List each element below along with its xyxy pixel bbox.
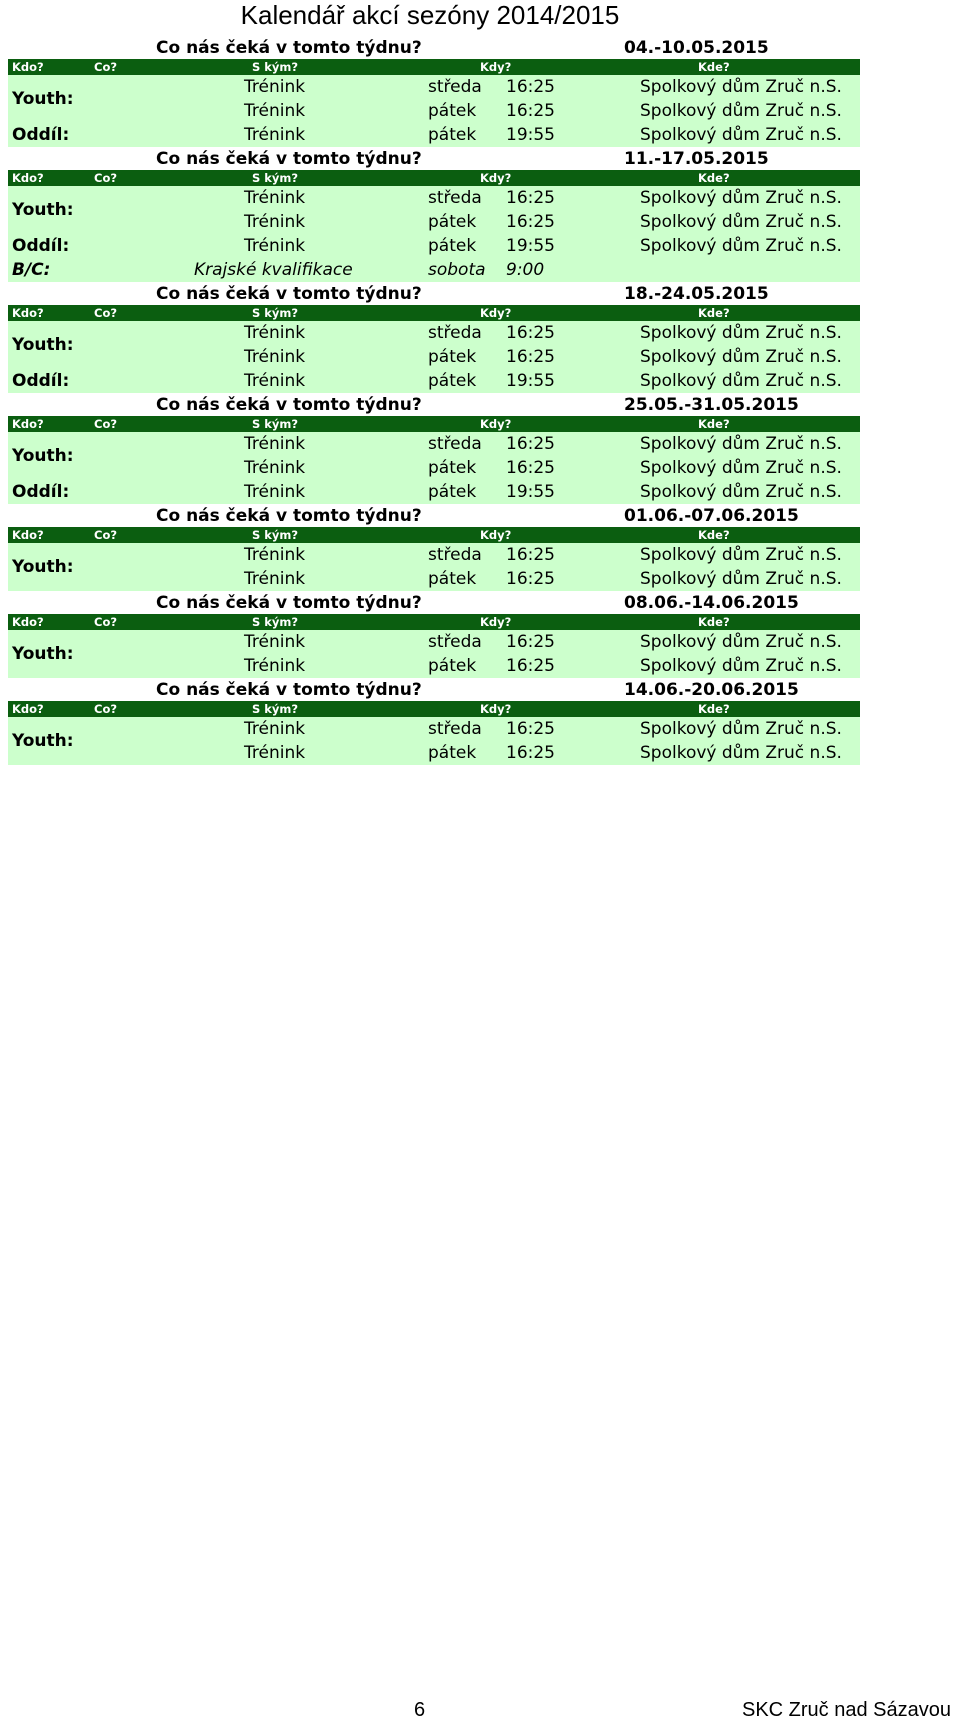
day-cell: středa bbox=[428, 77, 482, 97]
column-header-kdo: Kdo? bbox=[12, 702, 44, 716]
group-label: Youth: bbox=[12, 731, 74, 751]
page-number: 6 bbox=[414, 1699, 426, 1721]
time-cell: 19:55 bbox=[506, 125, 555, 145]
table-header bbox=[8, 305, 860, 321]
group-label: Oddíl: bbox=[12, 125, 70, 145]
day-cell: středa bbox=[428, 188, 482, 208]
group-label: Youth: bbox=[12, 89, 74, 109]
column-header-co: Co? bbox=[94, 615, 118, 629]
day-cell: pátek bbox=[428, 101, 477, 121]
group-rows bbox=[8, 123, 860, 147]
column-header-s-kym: S kým? bbox=[252, 306, 299, 320]
time-cell: 16:25 bbox=[506, 569, 555, 589]
weeks-calendar bbox=[8, 36, 860, 765]
week-heading bbox=[8, 591, 860, 614]
time-cell: 16:25 bbox=[506, 656, 555, 676]
location-cell: Spolkový dům Zruč n.S. bbox=[640, 347, 842, 367]
location-cell: Spolkový dům Zruč n.S. bbox=[640, 212, 842, 232]
day-cell: pátek bbox=[428, 458, 477, 478]
column-header-s-kym: S kým? bbox=[252, 60, 299, 74]
location-cell: Spolkový dům Zruč n.S. bbox=[640, 371, 842, 391]
column-header-s-kym: S kým? bbox=[252, 417, 299, 431]
activity-cell: Trénink bbox=[244, 482, 306, 502]
week-heading bbox=[8, 678, 860, 701]
location-cell: Spolkový dům Zruč n.S. bbox=[640, 545, 842, 565]
time-cell: 9:00 bbox=[506, 260, 545, 280]
time-cell: 16:25 bbox=[506, 323, 555, 343]
table-row bbox=[8, 543, 860, 567]
week-date-range: 18.-24.05.2015 bbox=[624, 284, 769, 304]
day-cell: pátek bbox=[428, 482, 477, 502]
week-block bbox=[8, 36, 860, 147]
week-date-range: 11.-17.05.2015 bbox=[624, 149, 769, 169]
table-header bbox=[8, 701, 860, 717]
column-header-kde: Kde? bbox=[698, 60, 730, 74]
day-cell: středa bbox=[428, 434, 482, 454]
time-cell: 16:25 bbox=[506, 188, 555, 208]
column-header-s-kym: S kým? bbox=[252, 528, 299, 542]
group-label: Youth: bbox=[12, 557, 74, 577]
column-header-s-kym: S kým? bbox=[252, 702, 299, 716]
column-header-kdy: Kdy? bbox=[480, 60, 512, 74]
group-rows bbox=[8, 543, 860, 591]
column-header-co: Co? bbox=[94, 528, 118, 542]
group-label: B/C: bbox=[12, 260, 51, 280]
column-header-kdo: Kdo? bbox=[12, 417, 44, 431]
table-row bbox=[8, 432, 860, 456]
column-header-kdy: Kdy? bbox=[480, 417, 512, 431]
day-cell: pátek bbox=[428, 743, 477, 763]
day-cell: sobota bbox=[428, 260, 486, 280]
group-rows bbox=[8, 717, 860, 765]
activity-cell: Trénink bbox=[244, 125, 306, 145]
time-cell: 16:25 bbox=[506, 719, 555, 739]
time-cell: 16:25 bbox=[506, 434, 555, 454]
week-date-range: 04.-10.05.2015 bbox=[624, 38, 769, 58]
day-cell: středa bbox=[428, 323, 482, 343]
day-cell: středa bbox=[428, 632, 482, 652]
activity-cell: Krajské kvalifikace bbox=[194, 260, 353, 280]
location-cell: Spolkový dům Zruč n.S. bbox=[640, 482, 842, 502]
activity-cell: Trénink bbox=[244, 632, 306, 652]
column-header-co: Co? bbox=[94, 417, 118, 431]
week-heading-label: Co nás čeká v tomto týdnu? bbox=[156, 593, 422, 613]
day-cell: středa bbox=[428, 545, 482, 565]
group-rows bbox=[8, 480, 860, 504]
time-cell: 16:25 bbox=[506, 347, 555, 367]
activity-cell: Trénink bbox=[244, 743, 306, 763]
time-cell: 19:55 bbox=[506, 236, 555, 256]
table-header bbox=[8, 59, 860, 75]
table-row bbox=[8, 186, 860, 210]
group-label: Youth: bbox=[12, 335, 74, 355]
group-label: Oddíl: bbox=[12, 371, 70, 391]
activity-cell: Trénink bbox=[244, 101, 306, 121]
day-cell: pátek bbox=[428, 656, 477, 676]
location-cell: Spolkový dům Zruč n.S. bbox=[640, 77, 842, 97]
day-cell: středa bbox=[428, 719, 482, 739]
group-rows bbox=[8, 432, 860, 480]
group-label: Oddíl: bbox=[12, 482, 70, 502]
group-rows bbox=[8, 234, 860, 258]
column-header-co: Co? bbox=[94, 60, 118, 74]
column-header-s-kym: S kým? bbox=[252, 171, 299, 185]
table-row bbox=[8, 567, 860, 591]
table-row bbox=[8, 717, 860, 741]
column-header-co: Co? bbox=[94, 171, 118, 185]
week-block bbox=[8, 591, 860, 678]
week-heading-label: Co nás čeká v tomto týdnu? bbox=[156, 38, 422, 58]
location-cell: Spolkový dům Zruč n.S. bbox=[640, 656, 842, 676]
table-header bbox=[8, 527, 860, 543]
table-row bbox=[8, 345, 860, 369]
column-header-kde: Kde? bbox=[698, 615, 730, 629]
week-block bbox=[8, 504, 860, 591]
group-rows bbox=[8, 75, 860, 123]
column-header-kdo: Kdo? bbox=[12, 60, 44, 74]
activity-cell: Trénink bbox=[244, 569, 306, 589]
column-header-kdo: Kdo? bbox=[12, 528, 44, 542]
time-cell: 16:25 bbox=[506, 632, 555, 652]
time-cell: 16:25 bbox=[506, 458, 555, 478]
activity-cell: Trénink bbox=[244, 458, 306, 478]
activity-cell: Trénink bbox=[244, 188, 306, 208]
location-cell: Spolkový dům Zruč n.S. bbox=[640, 458, 842, 478]
activity-cell: Trénink bbox=[244, 545, 306, 565]
location-cell: Spolkový dům Zruč n.S. bbox=[640, 632, 842, 652]
activity-cell: Trénink bbox=[244, 656, 306, 676]
day-cell: pátek bbox=[428, 125, 477, 145]
table-row bbox=[8, 123, 860, 147]
table-row bbox=[8, 456, 860, 480]
table-row bbox=[8, 258, 860, 282]
activity-cell: Trénink bbox=[244, 212, 306, 232]
time-cell: 16:25 bbox=[506, 77, 555, 97]
week-heading-label: Co nás čeká v tomto týdnu? bbox=[156, 506, 422, 526]
activity-cell: Trénink bbox=[244, 236, 306, 256]
week-heading bbox=[8, 504, 860, 527]
week-block bbox=[8, 282, 860, 393]
column-header-co: Co? bbox=[94, 306, 118, 320]
column-header-kdy: Kdy? bbox=[480, 528, 512, 542]
activity-cell: Trénink bbox=[244, 434, 306, 454]
week-block bbox=[8, 147, 860, 282]
week-heading-label: Co nás čeká v tomto týdnu? bbox=[156, 680, 422, 700]
column-header-kdy: Kdy? bbox=[480, 702, 512, 716]
column-header-kdo: Kdo? bbox=[12, 615, 44, 629]
group-rows bbox=[8, 630, 860, 678]
group-rows bbox=[8, 369, 860, 393]
week-block bbox=[8, 393, 860, 504]
day-cell: pátek bbox=[428, 371, 477, 391]
group-rows bbox=[8, 186, 860, 234]
table-row bbox=[8, 210, 860, 234]
week-heading-label: Co nás čeká v tomto týdnu? bbox=[156, 395, 422, 415]
day-cell: pátek bbox=[428, 236, 477, 256]
week-heading-label: Co nás čeká v tomto týdnu? bbox=[156, 149, 422, 169]
week-heading bbox=[8, 282, 860, 305]
time-cell: 16:25 bbox=[506, 545, 555, 565]
time-cell: 19:55 bbox=[506, 482, 555, 502]
table-header bbox=[8, 170, 860, 186]
time-cell: 16:25 bbox=[506, 212, 555, 232]
group-label: Youth: bbox=[12, 644, 74, 664]
group-label: Oddíl: bbox=[12, 236, 70, 256]
location-cell: Spolkový dům Zruč n.S. bbox=[640, 101, 842, 121]
table-row bbox=[8, 630, 860, 654]
location-cell: Spolkový dům Zruč n.S. bbox=[640, 188, 842, 208]
day-cell: pátek bbox=[428, 212, 477, 232]
table-row bbox=[8, 741, 860, 765]
week-block bbox=[8, 678, 860, 765]
table-row bbox=[8, 234, 860, 258]
activity-cell: Trénink bbox=[244, 323, 306, 343]
week-date-range: 14.06.-20.06.2015 bbox=[624, 680, 799, 700]
activity-cell: Trénink bbox=[244, 77, 306, 97]
week-date-range: 25.05.-31.05.2015 bbox=[624, 395, 799, 415]
time-cell: 19:55 bbox=[506, 371, 555, 391]
table-row bbox=[8, 75, 860, 99]
table-row bbox=[8, 480, 860, 504]
column-header-kdo: Kdo? bbox=[12, 306, 44, 320]
column-header-kdy: Kdy? bbox=[480, 615, 512, 629]
column-header-kdo: Kdo? bbox=[12, 171, 44, 185]
day-cell: pátek bbox=[428, 569, 477, 589]
week-heading bbox=[8, 147, 860, 170]
group-label: Youth: bbox=[12, 200, 74, 220]
day-cell: pátek bbox=[428, 347, 477, 367]
table-header bbox=[8, 614, 860, 630]
location-cell: Spolkový dům Zruč n.S. bbox=[640, 323, 842, 343]
week-heading-label: Co nás čeká v tomto týdnu? bbox=[156, 284, 422, 304]
column-header-kde: Kde? bbox=[698, 306, 730, 320]
column-header-kde: Kde? bbox=[698, 417, 730, 431]
column-header-kdy: Kdy? bbox=[480, 306, 512, 320]
column-header-co: Co? bbox=[94, 702, 118, 716]
column-header-kde: Kde? bbox=[698, 528, 730, 542]
group-rows bbox=[8, 321, 860, 369]
table-row bbox=[8, 369, 860, 393]
location-cell: Spolkový dům Zruč n.S. bbox=[640, 434, 842, 454]
week-date-range: 01.06.-07.06.2015 bbox=[624, 506, 799, 526]
week-date-range: 08.06.-14.06.2015 bbox=[624, 593, 799, 613]
table-row bbox=[8, 654, 860, 678]
time-cell: 16:25 bbox=[506, 101, 555, 121]
page-title: Kalendář akcí sezóny 2014/2015 bbox=[240, 0, 620, 30]
location-cell: Spolkový dům Zruč n.S. bbox=[640, 743, 842, 763]
column-header-kdy: Kdy? bbox=[480, 171, 512, 185]
group-label: Youth: bbox=[12, 446, 74, 466]
table-row bbox=[8, 99, 860, 123]
table-row bbox=[8, 321, 860, 345]
column-header-kde: Kde? bbox=[698, 171, 730, 185]
group-rows bbox=[8, 258, 860, 282]
location-cell: Spolkový dům Zruč n.S. bbox=[640, 719, 842, 739]
club-name: SKC Zruč nad Sázavou bbox=[742, 1699, 951, 1721]
time-cell: 16:25 bbox=[506, 743, 555, 763]
column-header-s-kym: S kým? bbox=[252, 615, 299, 629]
week-heading bbox=[8, 393, 860, 416]
location-cell: Spolkový dům Zruč n.S. bbox=[640, 569, 842, 589]
activity-cell: Trénink bbox=[244, 719, 306, 739]
table-header bbox=[8, 416, 860, 432]
week-heading bbox=[8, 36, 860, 59]
location-cell: Spolkový dům Zruč n.S. bbox=[640, 125, 842, 145]
activity-cell: Trénink bbox=[244, 347, 306, 367]
activity-cell: Trénink bbox=[244, 371, 306, 391]
location-cell: Spolkový dům Zruč n.S. bbox=[640, 236, 842, 256]
column-header-kde: Kde? bbox=[698, 702, 730, 716]
